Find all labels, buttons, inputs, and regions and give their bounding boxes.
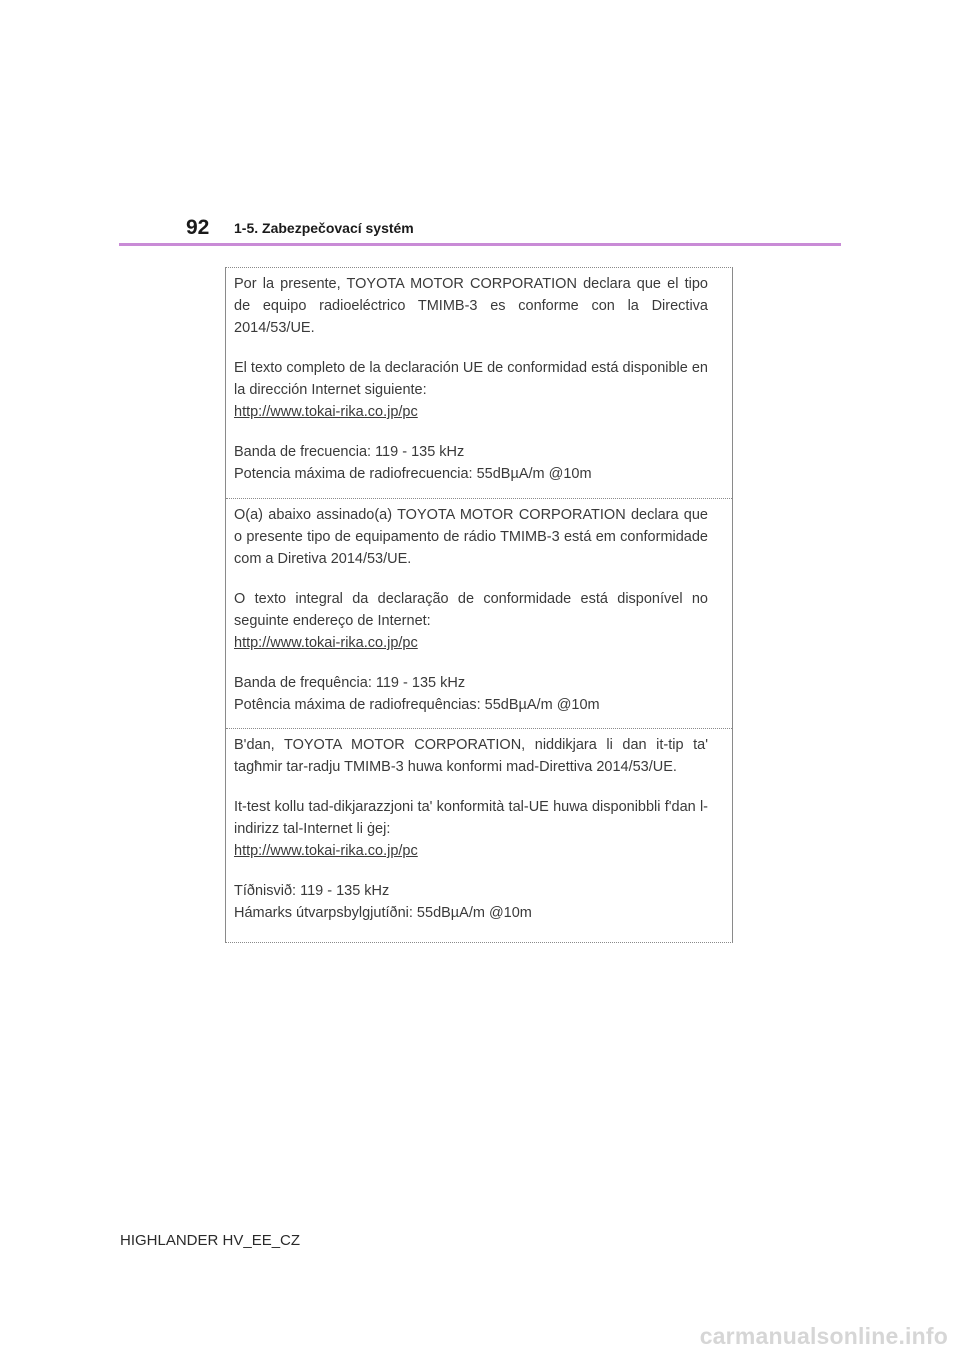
max-power-text: Potência máxima de radiofrequências: 55dBµA/m @10m (234, 697, 600, 713)
page-number: 92 (186, 216, 210, 239)
availability-text: O texto integral da declaração de conformidade está disponível no seguinte endereço de Internet: (234, 591, 708, 629)
notice-box (225, 267, 733, 943)
availability-text: El texto completo de la declaración UE de conformidad está disponible en la dirección Internet siguiente: (234, 360, 708, 398)
section-title: 1-5. Zabezpečovací systém (234, 220, 414, 236)
declaration-link[interactable]: http://www.tokai-rika.co.jp/pc (234, 843, 418, 859)
footer-model-code: HIGHLANDER HV_EE_CZ (120, 1232, 301, 1249)
declaration-text: B'dan, TOYOTA MOTOR CORPORATION, niddikjara li dan it-tip ta' tagħmir tar-radju TMIMB-3 huwa konformi mad-Direttiva 2014/53/UE. (234, 737, 708, 775)
paragraph-gap (234, 654, 708, 672)
notice-section-spanish (226, 273, 732, 485)
frequency-band-text: Tíðnisvið: 119 - 135 kHz (234, 883, 390, 899)
declaration-link[interactable]: http://www.tokai-rika.co.jp/pc (234, 404, 418, 420)
header-rule (119, 243, 841, 246)
max-power-text: Hámarks útvarpsbylgjutíðni: 55dBµA/m @10m (234, 905, 532, 921)
declaration-text: Por la presente, TOYOTA MOTOR CORPORATION declara que el tipo de equipo radioeléctrico TMIMB-3 es conforme con la Directiva 2014/53/UE. (234, 276, 708, 336)
paragraph-gap (234, 862, 708, 880)
declaration-text: O(a) abaixo assinado(a) TOYOTA MOTOR CORPORATION declara que o presente tipo de equipamento de rádio TMIMB-3 está em conformidade com a Diretiva 2014/53/UE. (234, 507, 708, 567)
section-divider (226, 728, 732, 729)
paragraph-gap (234, 339, 708, 357)
paragraph-gap (234, 778, 708, 796)
watermark-text: carmanualsonline.info (699, 1323, 948, 1349)
notice-section-portuguese (226, 504, 732, 716)
paragraph-gap (234, 423, 708, 441)
availability-text: It-test kollu tad-dikjarazzjoni ta' konformità tal-UE huwa disponibbli f'dan l-indirizz tal-Internet li ġej: (234, 799, 708, 837)
frequency-band-text: Banda de frecuencia: 119 - 135 kHz (234, 444, 465, 460)
paragraph-gap (234, 570, 708, 588)
max-power-text: Potencia máxima de radiofrecuencia: 55dBµA/m @10m (234, 466, 592, 482)
notice-section-maltese (226, 734, 732, 924)
frequency-band-text: Banda de frequência: 119 - 135 kHz (234, 675, 466, 691)
declaration-link[interactable]: http://www.tokai-rika.co.jp/pc (234, 635, 418, 651)
section-divider (226, 498, 732, 499)
